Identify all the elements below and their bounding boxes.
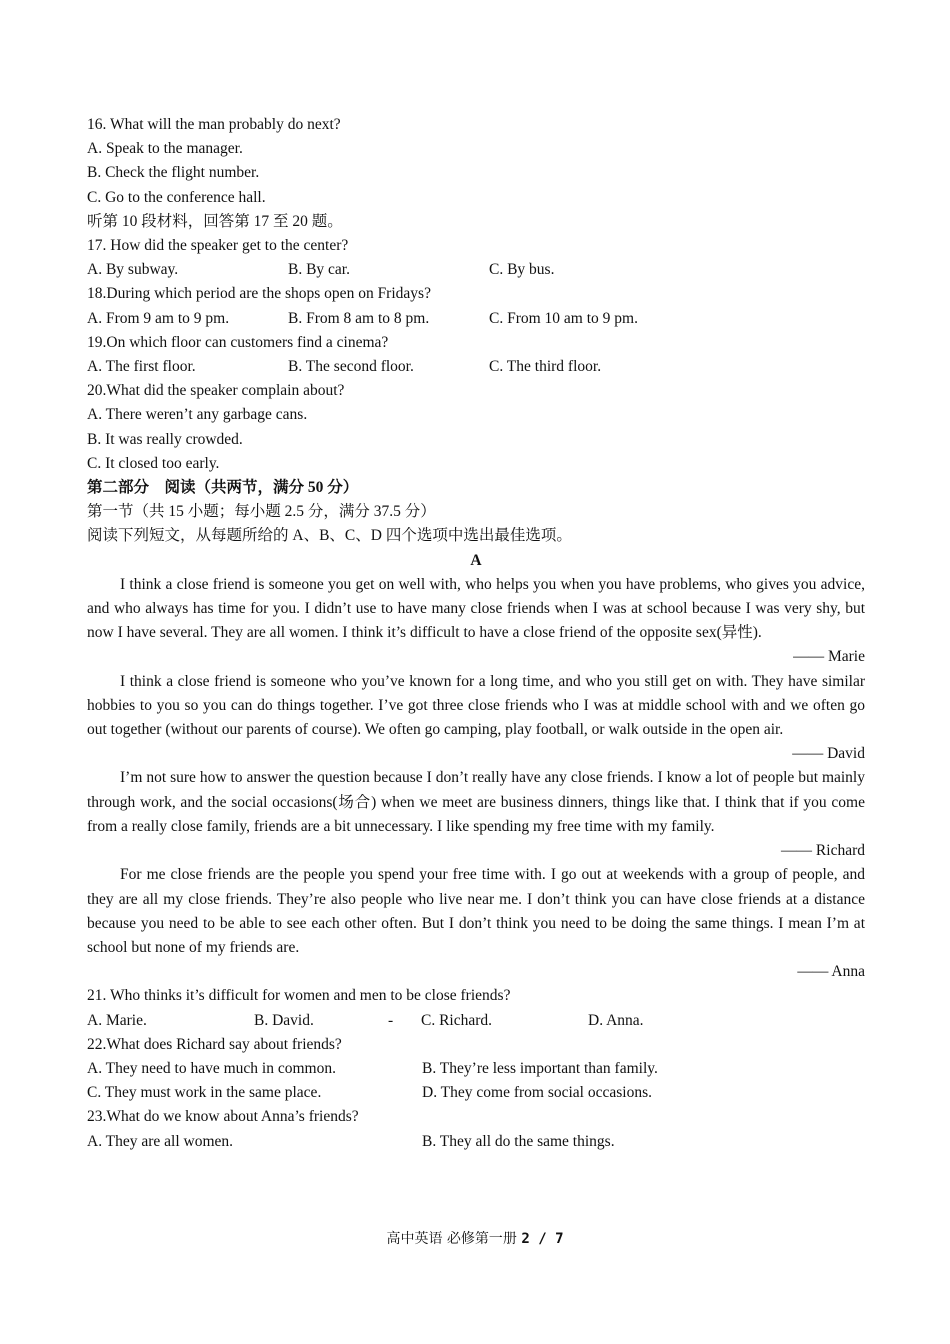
option-21c: C. Richard. (421, 1011, 493, 1029)
signature-marie: —— Marie (793, 648, 865, 666)
option-17a: A. By subway. (87, 261, 179, 279)
page-footer (0, 1228, 950, 1248)
option-21a: A. Marie. (87, 1011, 147, 1029)
option-20a: A. There weren’t any garbage cans. (87, 406, 308, 424)
option-17c: C. By bus. (489, 261, 555, 279)
option-23a: A. They are all women. (87, 1132, 234, 1150)
question-17: 17. How did the speaker get to the center? (87, 237, 349, 255)
option-20c: C. It closed too early. (87, 454, 220, 472)
option-21b: B. David. (254, 1011, 314, 1029)
options-18 (87, 307, 865, 331)
part-two-heading: 第二部分 阅读（共两节，满分 50 分） (87, 479, 359, 497)
document-page (87, 113, 865, 1154)
option-20b: B. It was really crowded. (87, 430, 243, 448)
signature-david: —— David (792, 745, 865, 763)
option-18c: C. From 10 am to 9 pm. (489, 309, 638, 327)
passage-a-paragraph-1: I think a close friend is someone you get on well with, who helps you when you have problems, who gives you advice, and who always has time for you. I didn’t use to have many close friends when I was at school because I was very shy, but now I have several. They are all women. I think it’s difficult to have a close friend of the opposite sex(异性). (87, 575, 865, 642)
option-22b: B. They’re less important than family. (422, 1059, 658, 1077)
question-20: 20.What did the speaker complain about? (87, 382, 345, 400)
options-19 (87, 355, 865, 379)
option-18b: B. From 8 am to 8 pm. (288, 309, 430, 327)
option-19a: A. The first floor. (87, 358, 196, 376)
question-23: 23.What do we know about Anna’s friends? (87, 1108, 359, 1126)
stray-dash: - (388, 1011, 394, 1029)
option-22d: D. They come from social occasions. (422, 1084, 652, 1102)
option-17b: B. By car. (288, 261, 350, 279)
footer-course-title: 高中英语 必修第一册 (386, 1231, 522, 1247)
question-19: 19.On which floor can customers find a cinema? (87, 333, 389, 351)
question-18: 18.During which period are the shops open on Fridays? (87, 285, 431, 303)
question-22: 22.What does Richard say about friends? (87, 1035, 342, 1053)
instruction-material-10: 听第 10 段材料，回答第 17 至 20 题。 (87, 212, 343, 230)
option-22a: A. They need to have much in common. (87, 1059, 336, 1077)
options-23-row-1 (87, 1130, 865, 1154)
option-18a: A. From 9 am to 9 pm. (87, 309, 230, 327)
options-21 (87, 1009, 865, 1033)
passage-a-paragraph-4: For me close friends are the people you spend your free time with. I go out at weekends with a group of people, and they are all my close friends. They’re also people who live near me. I don’t think you can have close friends at a distance because you need to be able to see each other often. But I don’t think you need to be doing the same things. I mean I’m at school but none of my friends are. (87, 866, 865, 956)
question-16: 16. What will the man probably do next? (87, 116, 341, 133)
option-19b: B. The second floor. (288, 358, 414, 376)
option-19c: C. The third floor. (489, 358, 602, 376)
option-16b: B. Check the flight number. (87, 164, 260, 182)
option-16a: A. Speak to the manager. (87, 140, 243, 158)
passage-a-paragraph-3: I’m not sure how to answer the question because I don’t really have any close friends. I know a lot of people but mainly through work, and the social occasions(场合) when we meet are business dinners, things like that. I think that if you come from a really close family, friends are a bit unnecessary. I like spending my free time with my family. (87, 769, 865, 835)
page-number: 2 / 7 (521, 1231, 564, 1247)
options-22-row-1 (87, 1057, 865, 1081)
passage-a-label: A (470, 551, 482, 569)
section-one-heading: 第一节（共 15 小题；每小题 2.5 分，满分 37.5 分） (87, 503, 436, 521)
options-17 (87, 258, 865, 282)
passage-a-paragraph-2: I think a close friend is someone who you’ve known for a long time, and who you still get on with. They have similar hobbies to you so you can do things together. I’ve got three close friends who I was at middle school with and we often go out together (without our parents of course). We often go camping, play football, or walk outside in the open air. (87, 672, 865, 739)
option-21d: D. Anna. (588, 1011, 644, 1029)
signature-richard: —— Richard (781, 842, 865, 860)
question-21: 21. Who thinks it’s difficult for women and men to be close friends? (87, 987, 511, 1005)
signature-anna: —— Anna (797, 963, 865, 981)
option-23b: B. They all do the same things. (422, 1132, 615, 1150)
reading-instruction: 阅读下列短文，从每题所给的 A、B、C、D 四个选项中选出最佳选项。 (87, 527, 572, 545)
options-22-row-2 (87, 1081, 865, 1105)
option-16c: C. Go to the conference hall. (87, 188, 266, 206)
option-22c: C. They must work in the same place. (87, 1084, 322, 1102)
